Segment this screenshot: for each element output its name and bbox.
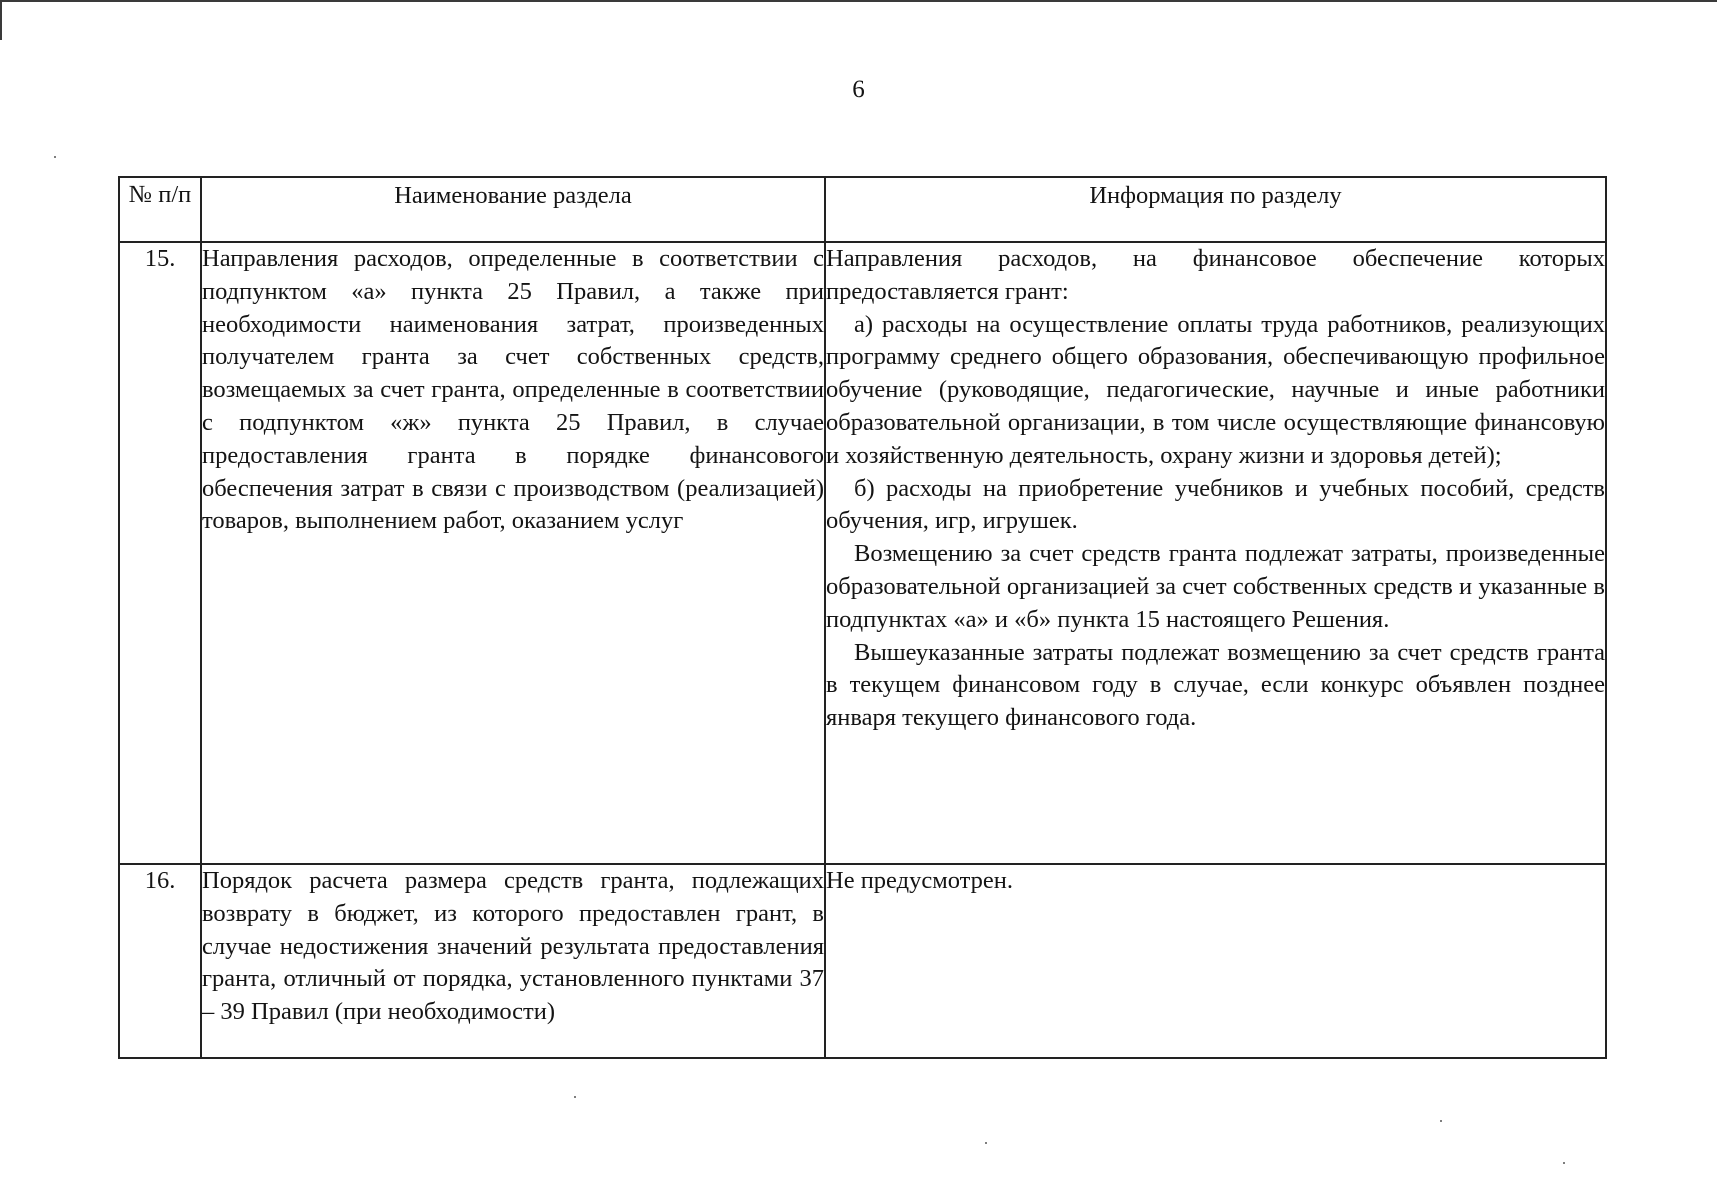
table-row <box>119 864 1606 1058</box>
document-table <box>118 176 1607 1059</box>
scan-speck <box>1563 1162 1565 1164</box>
section-name: Направления расходов, определенные в соответствии с подпунктом «а» пункта 25 Правил, а также при необходимости наименования затрат, произведенных получателем гранта за счет собственных средств, возмещаемых за счет гранта, определенные в соответствии с подпунктом «ж» пункта 25 Правил, в случае предоставления гранта в порядке финансового обеспечения затрат в связи с производством (реализацией) товаров, выполнением работ, оказанием услуг <box>201 242 825 864</box>
scan-speck <box>574 1096 576 1098</box>
header-section-name: Наименование раздела <box>201 177 825 242</box>
scan-edge-top <box>0 0 1717 2</box>
table-header-row <box>119 177 1606 242</box>
section-info <box>825 242 1606 864</box>
info-paragraph: б) расходы на приобретение учебников и учебных пособий, средств обучения, игр, игрушек. <box>826 474 1605 535</box>
scan-edge-left <box>0 0 2 40</box>
header-section-info: Информация по разделу <box>825 177 1606 242</box>
row-number: 16. <box>119 864 201 1058</box>
section-info <box>825 864 1606 1058</box>
page-number: 6 <box>852 76 865 103</box>
row-number: 15. <box>119 242 201 864</box>
section-name: Порядок расчета размера средств гранта, подлежащих возврату в бюджет, из которого предоставлен грант, в случае недостижения значений результата предоставления гранта, отличный от порядка, установленного пунктами 37 – 39 Правил (при необходимости) <box>201 864 825 1058</box>
scan-speck <box>985 1142 987 1144</box>
info-paragraph: Не предусмотрен. <box>826 867 1013 894</box>
header-num: № п/п <box>119 177 201 242</box>
scan-speck <box>1440 1120 1442 1122</box>
info-paragraph: Вышеуказанные затраты подлежат возмещению за счет средств гранта в текущем финансовом году в случае, если конкурс объявлен позднее января текущего финансового года. <box>826 638 1605 732</box>
table-row <box>119 242 1606 864</box>
info-paragraph: Возмещению за счет средств гранта подлежат затраты, произведенные образовательной организацией за счет собственных средств и указанные в подпунктах «а» и «б» пункта 15 настоящего Решения. <box>826 540 1605 633</box>
info-paragraph: Направления расходов, на финансовое обеспечение которых предоставляется грант: <box>826 245 1605 305</box>
info-paragraph: а) расходы на осуществление оплаты труда работников, реализующих программу среднего общего образования, обеспечивающую профильное обучение (руководящие, педагогические, научные и иные работники образовательной организации, в том числе осуществляющие финансовую и хозяйственную деятельность, охрану жизни и здоровья детей); <box>826 310 1605 469</box>
scan-speck <box>54 156 56 158</box>
